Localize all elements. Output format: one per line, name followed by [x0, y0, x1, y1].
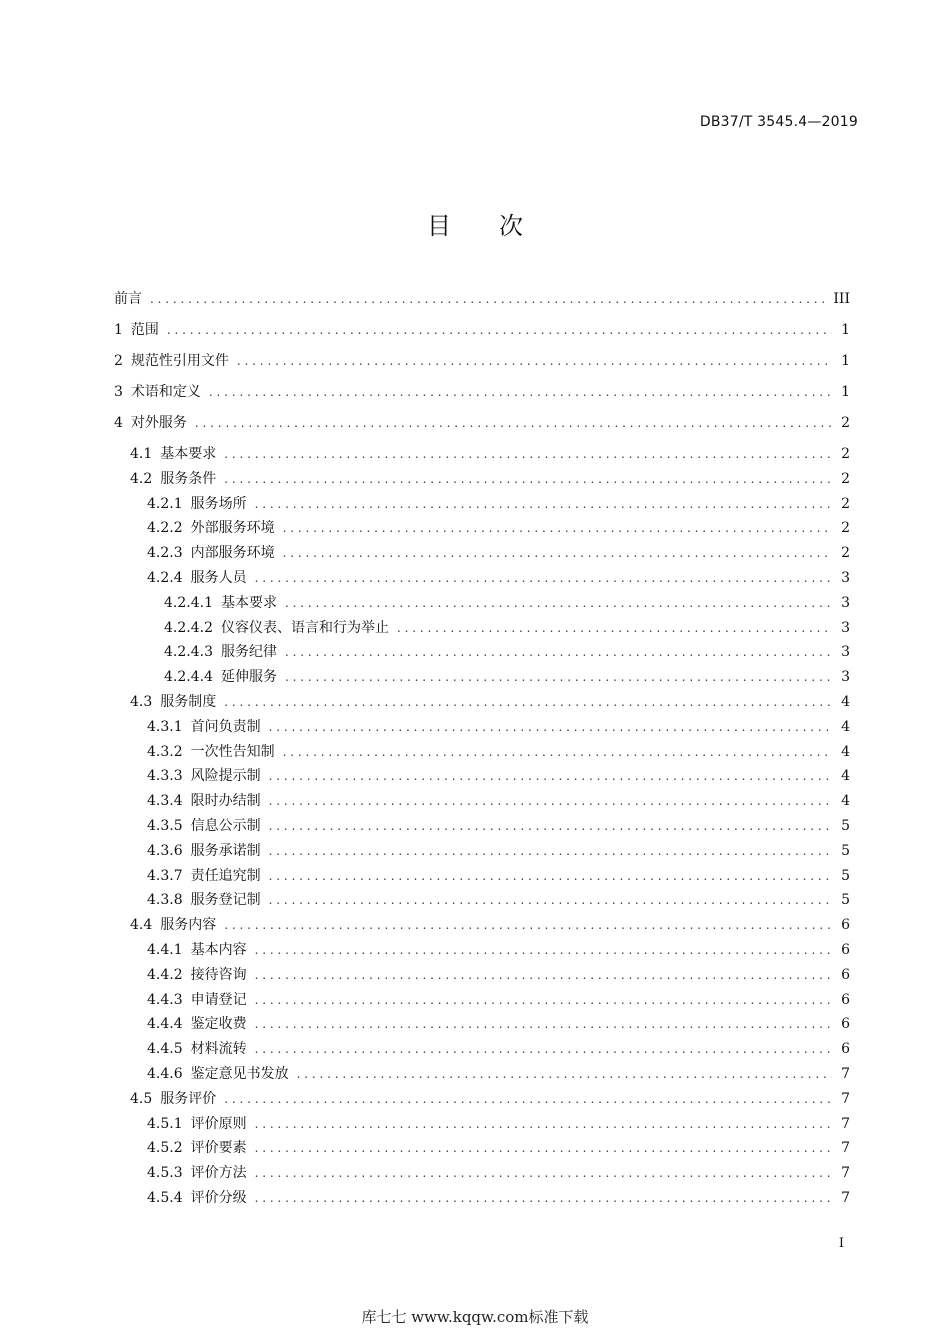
toc-entry-page: 5: [841, 842, 850, 859]
toc-entry[interactable]: [147, 567, 850, 589]
toc-entry-page: 2: [841, 545, 850, 562]
toc-leader-dots: [255, 571, 832, 585]
toc-entry[interactable]: [147, 865, 850, 887]
toc-entry-label: 规范性引用文件: [130, 353, 229, 369]
toc-entry-number: 4.2.4.1: [164, 594, 213, 611]
toc-entry-label: 限时办结制: [190, 793, 261, 810]
toc-leader-dots: [269, 893, 832, 907]
toc-leader-dots: [285, 596, 832, 610]
toc-entry-number: 4.4.4: [147, 1016, 183, 1033]
toc-leader-dots: [255, 1166, 832, 1180]
page-number: I: [838, 1236, 844, 1251]
toc-leader-dots: [269, 769, 832, 783]
toc-entry[interactable]: [147, 1162, 850, 1184]
toc-entry-label: 内部服务环境: [190, 545, 275, 562]
toc-entry[interactable]: [147, 889, 850, 911]
toc-entry-page: 7: [841, 1140, 850, 1157]
toc-entry-page: 6: [841, 1016, 850, 1033]
toc-entry-label: 服务条件: [160, 470, 217, 487]
toc-leader-dots: [269, 794, 832, 808]
toc-entry[interactable]: [147, 989, 850, 1011]
toc-entry-number: 4.5.4: [147, 1190, 183, 1206]
toc-entry[interactable]: [164, 666, 850, 688]
toc-leader-dots: [255, 1017, 832, 1031]
toc-leader-dots: [255, 1117, 832, 1131]
toc-entry-number: 4: [114, 415, 123, 431]
toc-entry-page: 7: [841, 1115, 850, 1132]
toc-entry-label: 服务制度: [160, 694, 217, 710]
toc-entry-number: 4.4.3: [147, 991, 183, 1008]
toc-leader-dots: [255, 943, 832, 957]
toc-leader-dots: [224, 695, 832, 709]
toc-entry-page: 4: [841, 743, 850, 760]
toc-entry[interactable]: [147, 1113, 850, 1135]
toc-leader-dots: [269, 869, 832, 883]
toc-leader-dots: [195, 416, 832, 430]
toc-entry-number: 4.2.4: [147, 570, 183, 586]
toc-leader-dots: [167, 323, 832, 337]
toc-entry-page: 3: [841, 619, 850, 636]
toc-entry-label: 首问负责制: [190, 718, 261, 735]
toc-entry-label: 评价方法: [190, 1165, 247, 1182]
toc-entry[interactable]: [147, 939, 850, 961]
toc-entry-page: 1: [841, 353, 850, 369]
toc-entry-number: 4.3.2: [147, 743, 183, 760]
toc-entry-page: 7: [841, 1165, 850, 1182]
toc-entry-number: 4.4: [130, 917, 153, 934]
toc-entry[interactable]: [147, 517, 850, 539]
toc-entry-number: 4.2.4.4: [164, 669, 213, 686]
toc-entry[interactable]: [114, 350, 850, 372]
toc-entry-page: 2: [841, 520, 850, 537]
toc-entry-page: 7: [841, 1190, 850, 1206]
toc-entry-label: 服务登记制: [190, 892, 261, 909]
toc-leader-dots: [255, 1141, 832, 1155]
toc-entry-page: 6: [841, 917, 850, 934]
toc-entry-number: 3: [114, 384, 123, 400]
toc-entry-label: 责任追究制: [190, 867, 261, 884]
toc-entry-label: 服务内容: [160, 917, 217, 934]
toc-entry[interactable]: [147, 1187, 850, 1209]
toc-entry-page: 3: [841, 644, 850, 661]
toc-entry-number: 4.2.4.2: [164, 619, 213, 636]
toc-entry[interactable]: [130, 443, 850, 465]
toc-entry-number: 4.4.1: [147, 942, 183, 958]
toc-leader-dots: [283, 546, 832, 560]
toc-entry-label: 鉴定意见书发放: [190, 1066, 289, 1082]
toc-entry-label: 前言: [114, 291, 142, 307]
toc-leader-dots: [285, 645, 832, 659]
toc-entry-page: 3: [841, 669, 850, 686]
toc-entry[interactable]: [114, 288, 850, 310]
toc-entry[interactable]: [130, 468, 850, 490]
toc-entry-page: 3: [841, 594, 850, 611]
toc-entry-label: 一次性告知制: [190, 743, 275, 760]
toc-entry-label: 基本要求: [220, 594, 277, 611]
toc-entry-page: 4: [841, 793, 850, 810]
toc-entry-page: 6: [841, 1041, 850, 1058]
toc-entry-label: 延伸服务: [220, 669, 277, 686]
toc-entry[interactable]: [114, 381, 850, 403]
toc-entry-label: 服务人员: [190, 570, 247, 586]
toc-entry[interactable]: [130, 691, 850, 713]
toc-entry-number: 2: [114, 353, 123, 369]
toc-leader-dots: [209, 385, 832, 399]
toc-entry-page: 5: [841, 867, 850, 884]
toc-entry-page: 3: [841, 570, 850, 586]
toc-entry-label: 服务承诺制: [190, 842, 261, 859]
toc-entry-page: 7: [841, 1090, 850, 1107]
toc-entry[interactable]: [164, 641, 850, 663]
toc-entry-number: 4.3.5: [147, 818, 183, 834]
toc-entry[interactable]: [147, 1038, 850, 1060]
toc-leader-dots: [255, 1191, 832, 1205]
toc-entry-number: 4.3.3: [147, 768, 183, 785]
toc-entry[interactable]: [164, 592, 850, 614]
toc-entry-number: 4.1: [130, 446, 153, 462]
toc-entry-page: 5: [841, 892, 850, 909]
toc-entry-label: 仪容仪表、语言和行为举止: [220, 619, 389, 636]
toc-entry[interactable]: [147, 1063, 850, 1085]
toc-entry-page: 1: [841, 384, 850, 400]
toc-leader-dots: [283, 521, 832, 535]
toc-entry-label: 基本要求: [160, 446, 217, 462]
toc-entry-number: 4.5: [130, 1090, 153, 1107]
toc-leader-dots: [397, 621, 832, 635]
toc-entry-page: 4: [841, 694, 850, 710]
toc-entry-label: 服务评价: [160, 1090, 217, 1107]
toc-entry-number: 4.2.1: [147, 495, 183, 512]
toc-entry[interactable]: [130, 1088, 850, 1110]
toc-entry-number: 4.2: [130, 470, 153, 487]
footer-watermark: 库七七 www.kqqw.com标准下载: [361, 1308, 589, 1326]
toc-entry-page: 2: [841, 446, 850, 462]
toc-entry-label: 术语和定义: [130, 384, 201, 400]
toc-entry-number: 4.2.2: [147, 520, 183, 537]
toc-entry[interactable]: [130, 914, 850, 936]
toc-entry-number: 4.5.3: [147, 1165, 183, 1182]
toc-entry-number: 4.3: [130, 694, 153, 710]
toc-entry-label: 鉴定收费: [190, 1016, 247, 1033]
toc-entry-label: 风险提示制: [190, 768, 261, 785]
toc-entry-page: 6: [841, 966, 850, 983]
toc-entry[interactable]: [147, 1137, 850, 1159]
toc-leader-dots: [255, 993, 832, 1007]
toc-entry-number: 4.2.3: [147, 545, 183, 562]
toc-leader-dots: [297, 1067, 832, 1081]
toc-leader-dots: [285, 670, 832, 684]
toc-entry[interactable]: [164, 617, 850, 639]
toc-entry-page: 4: [841, 718, 850, 735]
toc-entry-number: 4.4.6: [147, 1066, 183, 1082]
toc-entry[interactable]: [114, 412, 850, 434]
toc-entry[interactable]: [147, 790, 850, 812]
toc-entry[interactable]: [147, 840, 850, 862]
toc-entry-page: 4: [841, 768, 850, 785]
toc-leader-dots: [224, 447, 832, 461]
toc-entry-page: 7: [841, 1066, 850, 1082]
toc-leader-dots: [255, 497, 832, 511]
toc-entry-label: 接待咨询: [190, 966, 247, 983]
toc-entry-number: 4.3.7: [147, 867, 183, 884]
toc-entry-number: 4.3.4: [147, 793, 183, 810]
toc-entry-page: 2: [841, 470, 850, 487]
page-title: [0, 206, 950, 241]
toc-entry-label: 基本内容: [190, 942, 247, 958]
toc-leader-dots: [269, 720, 832, 734]
toc-leader-dots: [224, 472, 832, 486]
toc-entry-label: 评价要素: [190, 1140, 247, 1157]
toc-entry[interactable]: [147, 815, 850, 837]
toc-entry-page: 6: [841, 991, 850, 1008]
toc-leader-dots: [150, 292, 825, 306]
toc-entry-label: 服务场所: [190, 495, 247, 512]
toc-entry[interactable]: [147, 1013, 850, 1035]
toc-entry[interactable]: [147, 765, 850, 787]
toc-entry[interactable]: [147, 542, 850, 564]
toc-entry-number: 4.5.2: [147, 1140, 183, 1157]
toc-entry-label: 范围: [130, 322, 159, 338]
toc-entry-number: 4.3.1: [147, 718, 183, 735]
toc-leader-dots: [255, 968, 832, 982]
toc-leader-dots: [237, 354, 832, 368]
toc-entry[interactable]: [147, 493, 850, 515]
toc-leader-dots: [283, 745, 832, 759]
toc-entry-page: III: [833, 291, 850, 307]
toc-entry-number: 4.4.2: [147, 966, 183, 983]
toc-entry[interactable]: [114, 319, 850, 341]
toc-entry-number: 4.3.8: [147, 892, 183, 909]
toc-entry-label: 服务纪律: [220, 644, 277, 661]
toc-entry-number: 4.5.1: [147, 1115, 183, 1132]
title-char-2: 次: [499, 212, 523, 240]
document-code: DB37/T 3545.4—2019: [699, 114, 858, 130]
toc-entry-label: 评价原则: [190, 1115, 247, 1132]
toc-entry[interactable]: [147, 741, 850, 763]
toc-entry-label: 评价分级: [190, 1190, 247, 1206]
toc-entry-number: 1: [114, 322, 123, 338]
toc-entry-page: 1: [841, 322, 850, 338]
toc-entry-page: 2: [841, 495, 850, 512]
toc-entry-label: 外部服务环境: [190, 520, 275, 537]
toc-entry-label: 对外服务: [130, 415, 187, 431]
toc-entry-page: 6: [841, 942, 850, 958]
toc-entry-number: 4.2.4.3: [164, 644, 213, 661]
toc-entry-label: 信息公示制: [190, 818, 261, 834]
toc-entry-page: 5: [841, 818, 850, 834]
toc-leader-dots: [269, 819, 832, 833]
toc-leader-dots: [224, 918, 832, 932]
toc-leader-dots: [255, 1042, 832, 1056]
toc-entry-number: 4.4.5: [147, 1041, 183, 1058]
toc-entry-page: 2: [841, 415, 850, 431]
toc-entry-label: 材料流转: [190, 1041, 247, 1058]
toc-entry-label: 申请登记: [190, 991, 247, 1008]
toc-entry-number: 4.3.6: [147, 842, 183, 859]
toc-leader-dots: [269, 844, 832, 858]
toc-entry[interactable]: [147, 716, 850, 738]
toc-entry[interactable]: [147, 964, 850, 986]
toc-leader-dots: [224, 1092, 832, 1106]
title-char-1: 目: [427, 212, 451, 240]
